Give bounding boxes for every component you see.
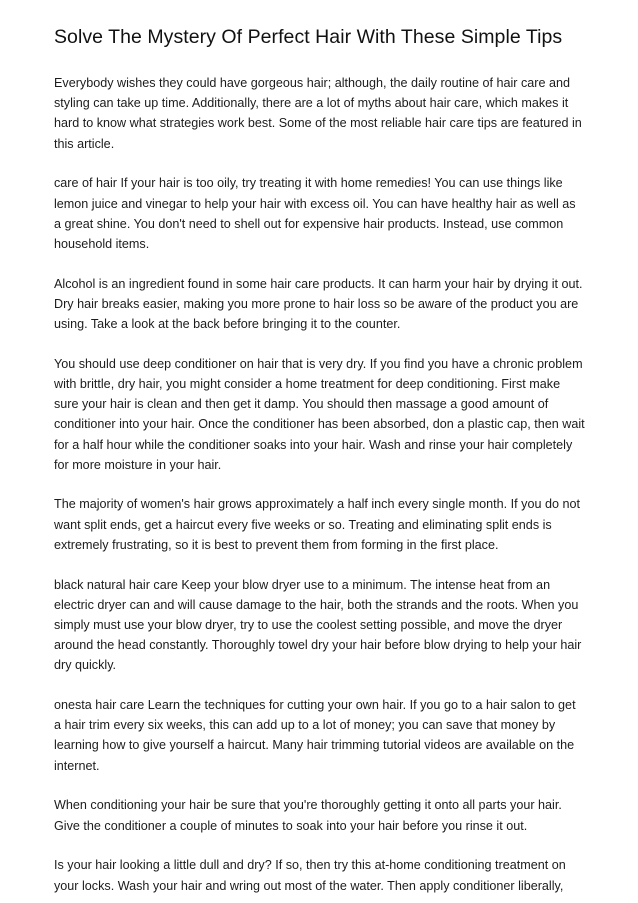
paragraph-split-ends: The majority of women's hair grows approximately a half inch every single month. If you do not want split ends, get a haircut every five weeks or so. Treating and eliminating split ends is extremely frustrating, so it is best to prevent them from forming in the first place. [54,497,580,552]
paragraph-oily-hair: care of hair If your hair is too oily, try treating it with home remedies! You can use things like lemon juice and vinegar to help your hair with excess oil. You can have healthy hair as well as a great shine. You don't need to shell out for expensive hair products. Instead, use common household items. [54,176,576,251]
paragraph-cutting-hair: onesta hair care Learn the techniques for cutting your own hair. If you go to a hair salon to get a hair trim every six weeks, this can add up to a lot of money; you can save that money by learning how to give yourself a haircut. Many hair trimming tutorial videos are available on the internet. [54,698,576,773]
page-title: Solve The Mystery Of Perfect Hair With These Simple Tips [54,26,563,48]
paragraph-deep-conditioner: You should use deep conditioner on hair that is very dry. If you find you have a chronic problem with brittle, dry hair, you might consider a home treatment for deep conditioning. First make sure your hair is clean and then get it damp. You should then massage a good amount of conditioner into your hair. Once the conditioner has been absorbed, don a plastic cap, then wait for a half hour while the conditioner soaks into your hair. Wash and rinse your hair completely for more moisture in your hair. [54,356,585,472]
paragraph-dull-dry-hair: Is your hair looking a little dull and dry? If so, then try this at-home conditioning treatment on your locks. Wash your hair and wring out most of the water. Then apply conditioner liberally, [54,858,566,893]
paragraph-intro: Everybody wishes they could have gorgeous hair; although, the daily routine of hair care and styling can take up time. Additionally, there are a lot of myths about hair care, which makes it hard to know what strategies work best. Some of the most reliable hair care tips are featured in this article. [54,76,582,151]
paragraph-conditioning: When conditioning your hair be sure that you're thoroughly getting it onto all parts your hair. Give the conditioner a couple of minutes to soak into your hair before you rinse it out. [54,798,562,833]
paragraph-blow-dryer: black natural hair care Keep your blow dryer use to a minimum. The intense heat from an electric dryer can and will cause damage to the hair, both the strands and the roots. When you simply must use your blow dryer, try to use the coolest setting possible, and move the dryer around the head constantly. Thoroughly towel dry your hair before blow drying to help your hair dry quickly. [54,577,582,673]
paragraph-alcohol: Alcohol is an ingredient found in some hair care products. It can harm your hair by drying it out. Dry hair breaks easier, making you more prone to hair loss so be aware of the product you are using. Take a look at the back before bringing it to the counter. [54,276,583,332]
